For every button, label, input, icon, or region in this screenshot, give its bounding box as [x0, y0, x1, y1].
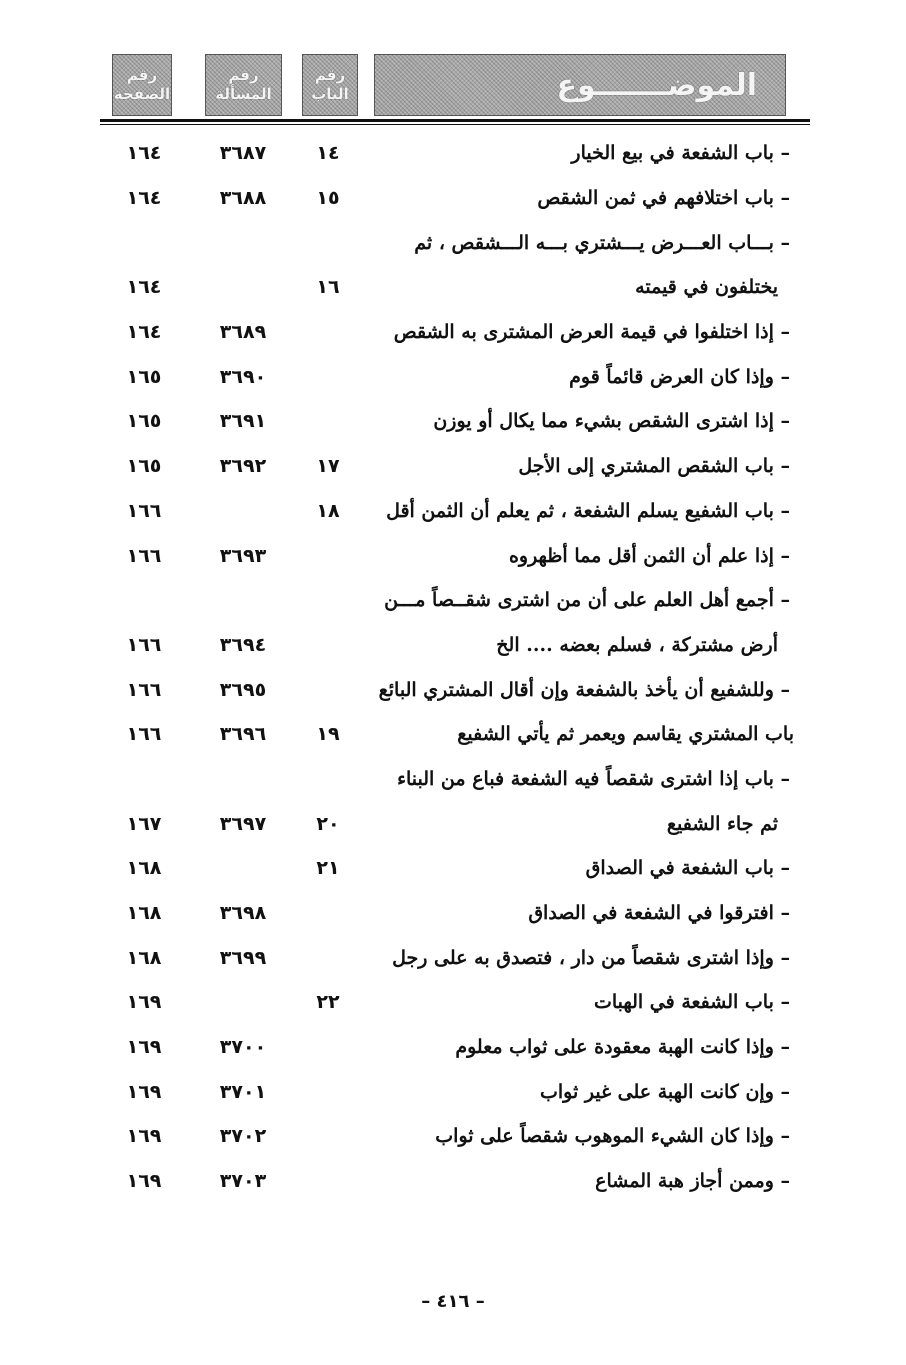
row-topic: باب المشتري يقاسم ويعمر ثم يأتي الشفيع	[457, 723, 794, 746]
row-page-number: ١٦٩	[126, 991, 162, 1014]
table-row	[0, 265, 906, 310]
row-topic: – باب الشفعة في الهبات	[593, 991, 790, 1014]
header-page-label-line1: رقم	[126, 66, 158, 84]
row-chapter-number: ٢٠	[316, 812, 340, 835]
row-chapter-number: ١٩	[316, 723, 340, 746]
header-topic	[374, 54, 786, 116]
row-issue-number: ٣٦٨٩	[219, 321, 267, 344]
table-row	[0, 846, 906, 891]
table-row	[0, 131, 906, 176]
row-topic: – باب إذا اشترى شقصاً فيه الشفعة فباع من البناء	[397, 767, 790, 790]
header-issue-label-line2: المسألة	[215, 85, 272, 103]
row-page-number: ١٦٦	[126, 723, 162, 746]
table-row	[0, 1159, 906, 1204]
row-page-number: ١٦٦	[126, 544, 162, 567]
row-issue-number: ٣٦٩٢	[219, 455, 267, 478]
row-topic: – وللشفيع أن يأخذ بالشفعة وإن أقال المشتري البائع	[378, 678, 790, 701]
header-chapter-label-line2: الباب	[311, 85, 349, 103]
row-page-number: ١٦٤	[126, 321, 162, 344]
row-issue-number: ٣٧٠٠	[219, 1036, 267, 1059]
row-page-number: ١٦٤	[126, 142, 162, 165]
row-page-number: ١٦٦	[126, 678, 162, 701]
table-row	[0, 399, 906, 444]
row-issue-number: ٣٦٨٧	[219, 142, 267, 165]
row-chapter-number: ١٧	[316, 455, 340, 478]
row-topic: – افترقوا في الشفعة في الصداق	[528, 902, 790, 925]
row-issue-number: ٣٦٩٠	[219, 365, 267, 388]
row-issue-number: ٣٦٩٨	[219, 902, 267, 925]
row-topic: أرض مشتركة ، فسلم بعضه .... الخ	[496, 633, 778, 656]
row-chapter-number: ١٤	[316, 142, 340, 165]
row-issue-number: ٣٦٩٩	[219, 946, 267, 969]
row-page-number: ١٦٨	[126, 857, 162, 880]
table-row	[0, 220, 906, 265]
row-topic: – باب الشفعة في بيع الخيار	[571, 142, 790, 165]
table-row	[0, 1025, 906, 1070]
row-issue-number: ٣٦٩٧	[219, 812, 267, 835]
row-page-number: ١٦٨	[126, 902, 162, 925]
row-page-number: ١٦٥	[126, 365, 162, 388]
header-rule-thin	[100, 124, 810, 125]
row-topic: – إذا اشترى الشقص بشيء مما يكال أو يوزن	[433, 410, 790, 433]
table-row	[0, 980, 906, 1025]
table-row	[0, 757, 906, 802]
row-issue-number: ٣٦٩١	[219, 410, 267, 433]
header-topic-label: الموضـــــــوع	[556, 67, 757, 103]
row-page-number: ١٦٤	[126, 187, 162, 210]
row-topic: – باب الشفيع يسلم الشفعة ، ثم يعلم أن الثمن أقل	[386, 499, 790, 522]
row-chapter-number: ١٨	[316, 499, 340, 522]
row-page-number: ١٦٩	[126, 1125, 162, 1148]
page-number: – ٤١٦ –	[421, 1291, 485, 1312]
row-page-number: ١٦٥	[126, 455, 162, 478]
row-issue-number: ٣٦٨٨	[219, 187, 267, 210]
row-issue-number: ٣٧٠٢	[219, 1125, 267, 1148]
row-issue-number: ٣٧٠١	[219, 1080, 267, 1103]
row-page-number: ١٦٦	[126, 499, 162, 522]
header-issue-number	[205, 54, 282, 116]
row-page-number: ١٦٩	[126, 1036, 162, 1059]
table-row	[0, 310, 906, 355]
table-row	[0, 578, 906, 623]
table-row	[0, 935, 906, 980]
row-chapter-number: ١٦	[316, 276, 340, 299]
header-issue-label-line1: رقم	[228, 66, 259, 84]
row-page-number: ١٦٩	[126, 1080, 162, 1103]
row-chapter-number: ٢٢	[316, 991, 340, 1014]
table-row	[0, 712, 906, 757]
row-issue-number: ٣٦٩٤	[219, 633, 267, 656]
table-row	[0, 444, 906, 489]
header-page-number	[112, 54, 172, 116]
row-topic: – باب الشفعة في الصداق	[585, 857, 790, 880]
table-row	[0, 354, 906, 399]
row-topic: ثم جاء الشفيع	[666, 812, 778, 835]
row-page-number: ١٦٦	[126, 633, 162, 656]
table-row	[0, 533, 906, 578]
index-table-body	[0, 131, 906, 1204]
header-page-label-line2: الصفحة	[113, 85, 171, 103]
row-topic: – باب اختلافهم في ثمن الشقص	[537, 187, 790, 210]
row-topic: – بـــاب العـــرض يـــشتري بـــه الـــشقص ، ثم	[414, 231, 790, 254]
row-topic: – وإذا كانت الهبة معقودة على ثواب معلوم	[455, 1036, 790, 1059]
table-row	[0, 801, 906, 846]
table-header	[0, 54, 906, 130]
header-rule-thick	[100, 119, 810, 122]
row-topic: – وإذا اشترى شقصاً من دار ، فتصدق به على رجل	[392, 946, 790, 969]
row-topic: – إذا علم أن الثمن أقل مما أظهروه	[508, 544, 790, 567]
table-row	[0, 891, 906, 936]
row-issue-number: ٣٧٠٣	[219, 1170, 267, 1193]
row-chapter-number: ١٥	[316, 187, 340, 210]
row-topic: – أجمع أهل العلم على أن من اشترى شقــصاً مـــن	[384, 589, 790, 612]
header-chapter-number	[302, 54, 358, 116]
row-issue-number: ٣٦٩٥	[219, 678, 267, 701]
table-row	[0, 1069, 906, 1114]
table-row	[0, 667, 906, 712]
row-topic: – وممن أجاز هبة المشاع	[595, 1170, 790, 1193]
row-page-number: ١٦٥	[126, 410, 162, 433]
row-chapter-number: ٢١	[316, 857, 340, 880]
table-row	[0, 1114, 906, 1159]
row-topic: – وإذا كان العرض قائماً قوم	[569, 365, 790, 388]
row-page-number: ١٦٧	[126, 812, 162, 835]
row-page-number: ١٦٤	[126, 276, 162, 299]
table-row	[0, 176, 906, 221]
row-page-number: ١٦٨	[126, 946, 162, 969]
header-chapter-label-line1: رقم	[314, 66, 346, 84]
table-row	[0, 623, 906, 668]
row-topic: – وإذا كان الشيء الموهوب شقصاً على ثواب	[435, 1125, 790, 1148]
row-issue-number: ٣٦٩٣	[219, 544, 267, 567]
row-topic: يختلفون في قيمته	[635, 276, 778, 299]
row-issue-number: ٣٦٩٦	[219, 723, 267, 746]
row-topic: – إذا اختلفوا في قيمة العرض المشترى به الشقص	[393, 321, 790, 344]
row-page-number: ١٦٩	[126, 1170, 162, 1193]
table-row	[0, 489, 906, 534]
row-topic: – باب الشقص المشتري إلى الأجل	[518, 455, 790, 478]
row-topic: – وإن كانت الهبة على غير ثواب	[539, 1080, 790, 1103]
